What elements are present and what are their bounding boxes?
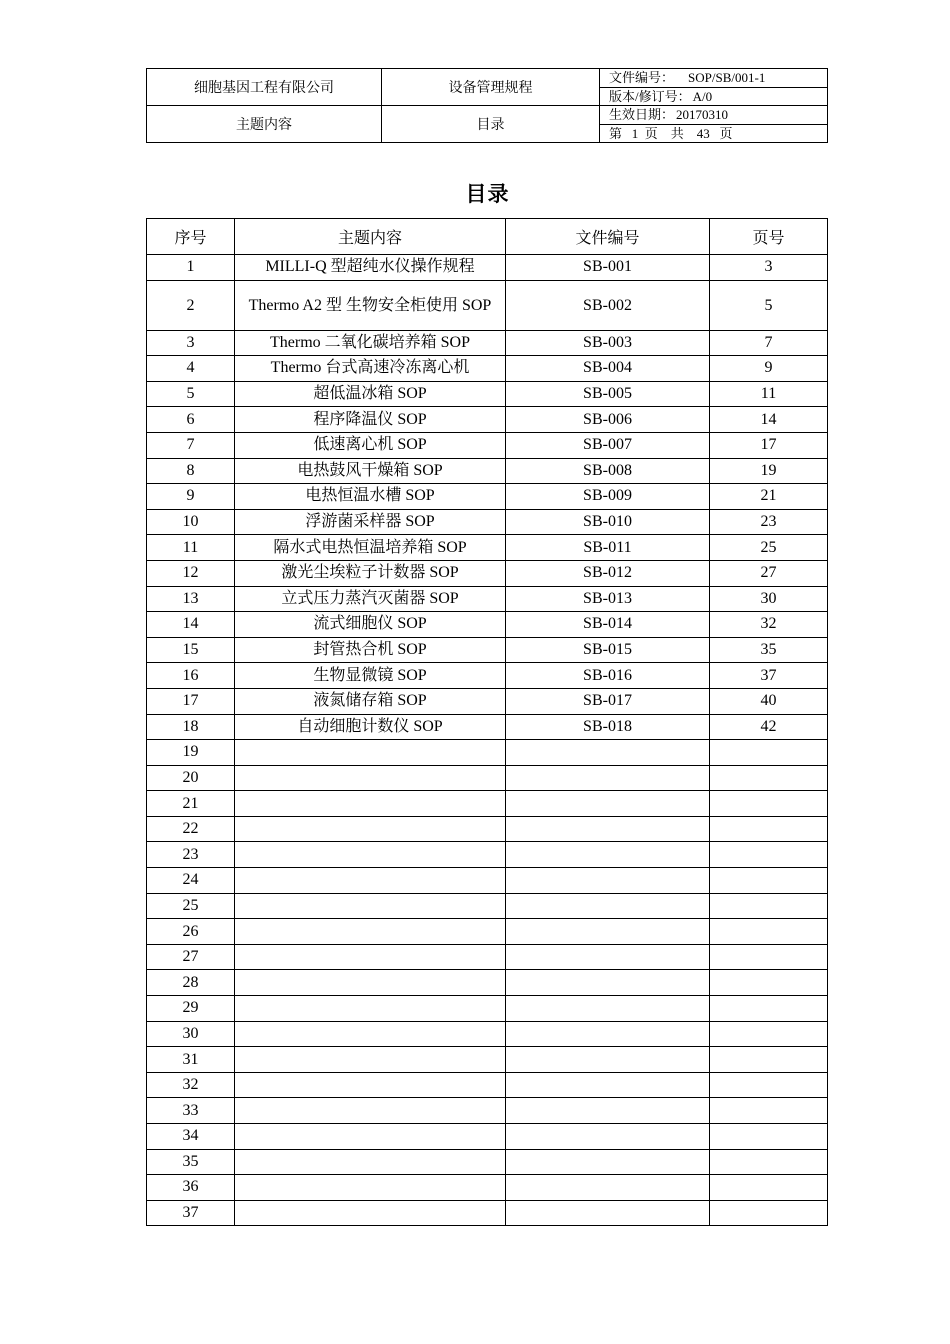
row-code-cell (506, 842, 710, 868)
row-topic-cell: 立式压力蒸汽灭菌器 SOP (235, 586, 506, 612)
row-page-cell: 9 (710, 356, 828, 382)
row-topic-cell: 程序降温仪 SOP (235, 407, 506, 433)
toc-body (147, 255, 828, 1226)
row-page-cell (710, 868, 828, 894)
row-number-cell: 7 (147, 432, 235, 458)
row-code-cell (506, 970, 710, 996)
row-topic-cell: 流式细胞仪 SOP (235, 612, 506, 638)
row-page-cell (710, 1021, 828, 1047)
row-topic-cell: 隔水式电热恒温培养箱 SOP (235, 535, 506, 561)
row-code-cell: SB-011 (506, 535, 710, 561)
row-code-cell: SB-017 (506, 688, 710, 714)
row-code-cell: SB-012 (506, 560, 710, 586)
row-page-cell (710, 1175, 828, 1201)
row-page-cell (710, 816, 828, 842)
page-title: 目录 (465, 182, 510, 206)
row-topic-cell (235, 919, 506, 945)
row-number-cell: 29 (147, 996, 235, 1022)
row-number-cell: 33 (147, 1098, 235, 1124)
row-number-cell: 5 (147, 381, 235, 407)
table-row (147, 663, 828, 689)
row-number-cell: 23 (147, 842, 235, 868)
table-row (147, 688, 828, 714)
row-page-cell: 5 (710, 280, 828, 330)
doc-number (600, 69, 828, 88)
row-page-cell (710, 791, 828, 817)
table-row (147, 1021, 828, 1047)
row-number-cell: 34 (147, 1124, 235, 1150)
row-code-cell: SB-003 (506, 330, 710, 356)
row-topic-cell (235, 842, 506, 868)
row-page-cell (710, 842, 828, 868)
doc-number-label: 文件编号： (609, 70, 675, 86)
row-number-cell: 32 (147, 1072, 235, 1098)
row-number-cell: 3 (147, 330, 235, 356)
table-row (147, 970, 828, 996)
row-topic-cell: 封管热合机 SOP (235, 637, 506, 663)
row-page-cell (710, 1200, 828, 1226)
row-number-cell: 37 (147, 1200, 235, 1226)
row-page-cell: 11 (710, 381, 828, 407)
table-row (147, 1175, 828, 1201)
table-row (147, 1047, 828, 1073)
row-code-cell: SB-001 (506, 255, 710, 281)
row-code-cell (506, 1047, 710, 1073)
row-topic-cell (235, 1098, 506, 1124)
row-page-cell: 17 (710, 432, 828, 458)
row-number-cell: 27 (147, 944, 235, 970)
row-topic-cell: Thermo 台式高速冷冻离心机 (235, 356, 506, 382)
row-number-cell: 15 (147, 637, 235, 663)
table-row (147, 458, 828, 484)
page-total-unit: 页 (719, 125, 733, 141)
row-number-cell: 8 (147, 458, 235, 484)
row-number-cell: 21 (147, 791, 235, 817)
row-number-cell: 13 (147, 586, 235, 612)
row-page-cell (710, 970, 828, 996)
row-page-cell: 23 (710, 509, 828, 535)
row-number-cell: 12 (147, 560, 235, 586)
row-topic-cell (235, 1072, 506, 1098)
row-number-cell: 30 (147, 1021, 235, 1047)
row-page-cell: 40 (710, 688, 828, 714)
row-code-cell: SB-007 (506, 432, 710, 458)
subject-label: 主题内容 (147, 106, 382, 143)
row-number-cell: 2 (147, 280, 235, 330)
table-row (147, 432, 828, 458)
table-row (147, 280, 828, 330)
row-number-cell: 17 (147, 688, 235, 714)
row-code-cell: SB-018 (506, 714, 710, 740)
table-row (147, 868, 828, 894)
row-code-cell: SB-016 (506, 663, 710, 689)
row-number-cell: 1 (147, 255, 235, 281)
row-number-cell: 9 (147, 484, 235, 510)
row-topic-cell (235, 740, 506, 766)
row-number-cell: 20 (147, 765, 235, 791)
row-page-cell (710, 944, 828, 970)
page-current: 1 (631, 125, 639, 141)
row-page-cell (710, 1072, 828, 1098)
column-header-topic: 主题内容 (235, 219, 506, 255)
row-code-cell (506, 919, 710, 945)
row-topic-cell (235, 1124, 506, 1150)
table-row (147, 586, 828, 612)
row-code-cell: SB-006 (506, 407, 710, 433)
row-page-cell (710, 996, 828, 1022)
row-topic-cell (235, 996, 506, 1022)
document-header (146, 68, 828, 143)
table-row (147, 560, 828, 586)
row-number-cell: 35 (147, 1149, 235, 1175)
row-topic-cell (235, 765, 506, 791)
row-number-cell: 16 (147, 663, 235, 689)
row-code-cell (506, 1072, 710, 1098)
row-page-cell (710, 765, 828, 791)
row-code-cell (506, 996, 710, 1022)
column-header-no: 序号 (147, 219, 235, 255)
row-topic-cell: 激光尘埃粒子计数器 SOP (235, 560, 506, 586)
row-page-cell: 25 (710, 535, 828, 561)
row-code-cell (506, 1149, 710, 1175)
row-page-cell: 7 (710, 330, 828, 356)
table-row (147, 330, 828, 356)
table-row (147, 1072, 828, 1098)
row-number-cell: 11 (147, 535, 235, 561)
row-number-cell: 24 (147, 868, 235, 894)
effective-date-label: 生效日期： (609, 107, 675, 123)
toc-header-row (147, 219, 828, 255)
row-page-cell: 3 (710, 255, 828, 281)
row-code-cell: SB-008 (506, 458, 710, 484)
row-page-cell: 37 (710, 663, 828, 689)
row-topic-cell: 生物显微镜 SOP (235, 663, 506, 689)
effective-date-value: 20170310 (676, 107, 729, 123)
row-code-cell (506, 816, 710, 842)
row-topic-cell (235, 816, 506, 842)
table-row (147, 509, 828, 535)
version-label: 版本/修订号： (609, 88, 691, 104)
table-row (147, 740, 828, 766)
version (600, 87, 828, 106)
row-page-cell (710, 1098, 828, 1124)
row-page-cell (710, 893, 828, 919)
row-number-cell: 28 (147, 970, 235, 996)
row-number-cell: 25 (147, 893, 235, 919)
table-row (147, 381, 828, 407)
row-page-cell (710, 1149, 828, 1175)
table-row (147, 842, 828, 868)
row-topic-cell: 液氮储存箱 SOP (235, 688, 506, 714)
row-page-cell: 14 (710, 407, 828, 433)
row-code-cell (506, 765, 710, 791)
table-row (147, 893, 828, 919)
table-row (147, 714, 828, 740)
row-topic-cell: 浮游菌采样器 SOP (235, 509, 506, 535)
row-topic-cell (235, 868, 506, 894)
row-number-cell: 10 (147, 509, 235, 535)
row-number-cell: 22 (147, 816, 235, 842)
column-header-code: 文件编号 (506, 219, 710, 255)
table-row (147, 765, 828, 791)
row-number-cell: 36 (147, 1175, 235, 1201)
table-row (147, 612, 828, 638)
table-row (147, 816, 828, 842)
row-page-cell (710, 1124, 828, 1150)
table-row (147, 356, 828, 382)
row-code-cell: SB-013 (506, 586, 710, 612)
row-topic-cell (235, 1047, 506, 1073)
row-number-cell: 19 (147, 740, 235, 766)
row-page-cell: 30 (710, 586, 828, 612)
row-topic-cell: 自动细胞计数仪 SOP (235, 714, 506, 740)
row-code-cell (506, 893, 710, 919)
company-name: 细胞基因工程有限公司 (147, 69, 382, 106)
row-topic-cell: MILLI-Q 型超纯水仪操作规程 (235, 255, 506, 281)
row-code-cell: SB-004 (506, 356, 710, 382)
row-code-cell: SB-015 (506, 637, 710, 663)
row-code-cell (506, 944, 710, 970)
row-topic-cell (235, 1021, 506, 1047)
subject-value: 目录 (382, 106, 600, 143)
toc-table (146, 218, 828, 1226)
version-value: A/0 (692, 88, 713, 104)
row-number-cell: 6 (147, 407, 235, 433)
row-code-cell: SB-002 (506, 280, 710, 330)
table-row (147, 1200, 828, 1226)
row-topic-cell (235, 893, 506, 919)
table-row (147, 996, 828, 1022)
row-number-cell: 14 (147, 612, 235, 638)
row-topic-cell: 电热鼓风干燥箱 SOP (235, 458, 506, 484)
table-row (147, 919, 828, 945)
row-page-cell: 32 (710, 612, 828, 638)
row-code-cell (506, 868, 710, 894)
page-unit: 页 (644, 125, 658, 141)
row-topic-cell: 电热恒温水槽 SOP (235, 484, 506, 510)
row-topic-cell (235, 970, 506, 996)
page-total: 43 (696, 125, 710, 141)
row-topic-cell (235, 1200, 506, 1226)
row-topic-cell (235, 944, 506, 970)
table-row (147, 1098, 828, 1124)
row-page-cell: 35 (710, 637, 828, 663)
row-topic-cell (235, 1149, 506, 1175)
row-page-cell: 42 (710, 714, 828, 740)
table-row (147, 535, 828, 561)
row-topic-cell: Thermo 二氧化碳培养箱 SOP (235, 330, 506, 356)
table-row (147, 791, 828, 817)
row-topic-cell: 低速离心机 SOP (235, 432, 506, 458)
row-code-cell (506, 1200, 710, 1226)
row-number-cell: 18 (147, 714, 235, 740)
row-page-cell (710, 919, 828, 945)
table-row (147, 255, 828, 281)
row-topic-cell: Thermo A2 型 生物安全柜使用 SOP (235, 280, 506, 330)
row-code-cell: SB-010 (506, 509, 710, 535)
row-code-cell: SB-005 (506, 381, 710, 407)
row-topic-cell: 超低温冰箱 SOP (235, 381, 506, 407)
table-row (147, 407, 828, 433)
table-row (147, 944, 828, 970)
row-page-cell (710, 1047, 828, 1073)
row-code-cell: SB-014 (506, 612, 710, 638)
doc-number-value: SOP/SB/001-1 (688, 70, 766, 86)
column-header-page: 页号 (710, 219, 828, 255)
document-category: 设备管理规程 (382, 69, 600, 106)
table-row (147, 637, 828, 663)
table-row (147, 484, 828, 510)
row-page-cell: 19 (710, 458, 828, 484)
row-page-cell: 27 (710, 560, 828, 586)
row-number-cell: 31 (147, 1047, 235, 1073)
row-code-cell (506, 1098, 710, 1124)
row-code-cell (506, 1124, 710, 1150)
effective-date (600, 106, 828, 125)
row-code-cell (506, 1021, 710, 1047)
row-page-cell: 21 (710, 484, 828, 510)
row-number-cell: 4 (147, 356, 235, 382)
page-prefix: 第 (609, 125, 623, 141)
row-number-cell: 26 (147, 919, 235, 945)
page-total-prefix: 共 (670, 125, 684, 141)
row-code-cell: SB-009 (506, 484, 710, 510)
row-code-cell (506, 740, 710, 766)
row-topic-cell (235, 1175, 506, 1201)
row-code-cell (506, 791, 710, 817)
page-info (600, 124, 828, 143)
table-row (147, 1149, 828, 1175)
row-page-cell (710, 740, 828, 766)
table-row (147, 1124, 828, 1150)
row-topic-cell (235, 791, 506, 817)
row-code-cell (506, 1175, 710, 1201)
